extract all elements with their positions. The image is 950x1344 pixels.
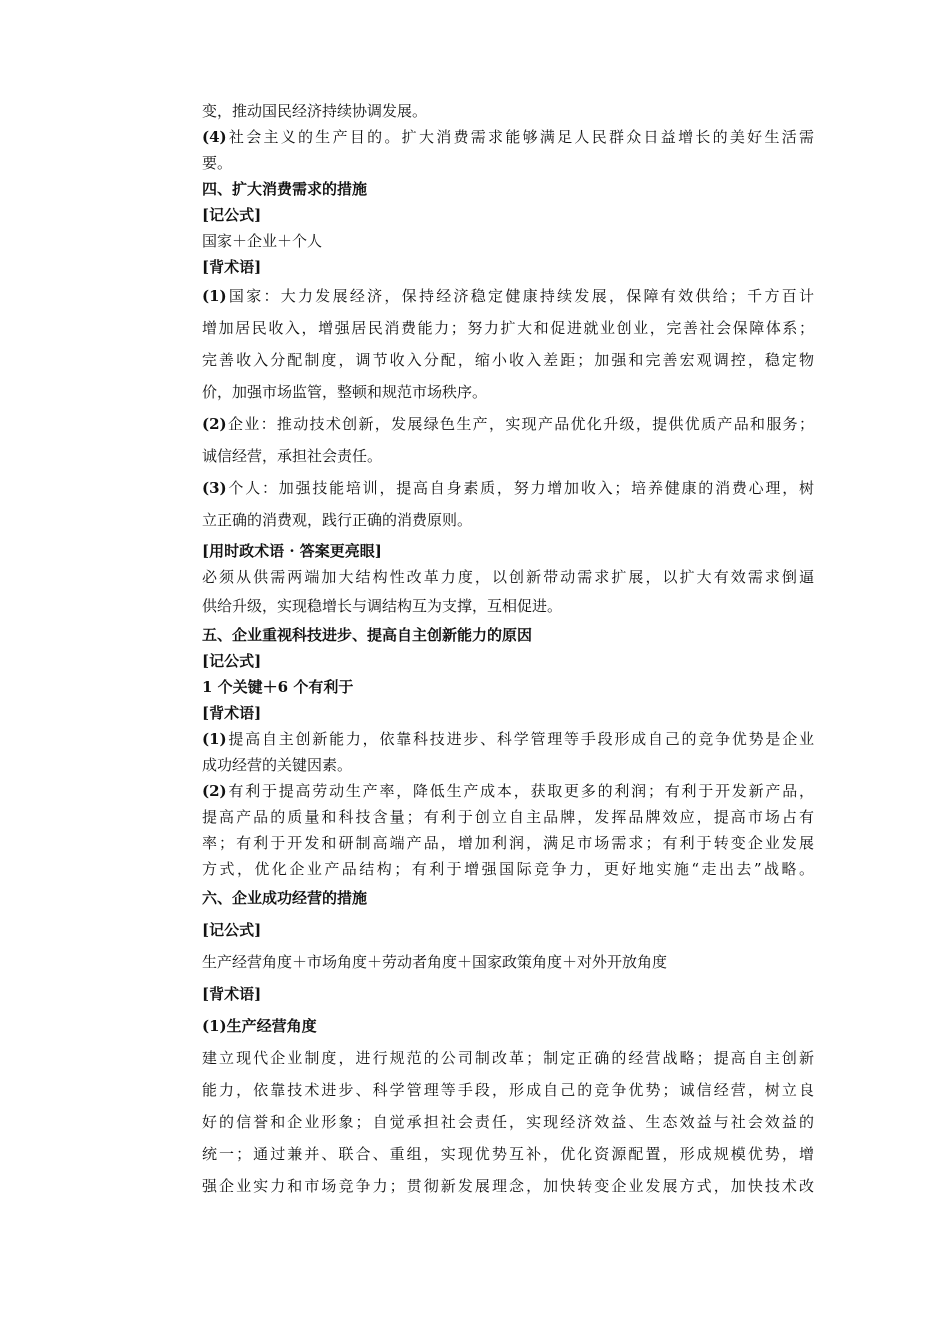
text-line: 立正确的消费观，践行正确的消费原则。 [202, 511, 473, 529]
section-heading: 四、扩大消费需求的措施 [202, 180, 368, 198]
list-text: 企业：推动技术创新，发展绿色生产，实现产品优化升级，提供优质产品和服务； [226, 415, 814, 433]
text-line: 变，推动国民经济持续协调发展。 [202, 102, 428, 120]
list-text: 国家：大力发展经济，保持经济稳定健康持续发展，保障有效供给；千方百计 [226, 287, 814, 305]
text-line [202, 408, 814, 440]
text-fragment-display: 社会主义的生产目的。扩大消费需求能够满足人民群众日益增长的美好生活需 [226, 128, 814, 146]
text-line: 完善收入分配制度，调节收入分配，缩小收入差距；加强和完善宏观调控，稳定物 [202, 351, 814, 369]
list-number: (2) [202, 782, 227, 800]
text-line: 率；有利于开发和研制高端产品，增加利润，满足市场需求；有利于转变企业发展 [202, 834, 814, 852]
formula-text: 1 个关键＋6 个有利于 [202, 678, 354, 696]
text-line: 价，加强市场监管，整顿和规范市场秩序。 [202, 383, 488, 401]
text-line: 必须从供需两端加大结构性改革力度，以创新带动需求扩展，以扩大有效需求倒逼 [202, 568, 814, 586]
section-heading: 六、企业成功经营的措施 [202, 889, 368, 907]
text-line: 好的信誉和企业形象；自觉承担社会责任，实现经济效益、生态效益与社会效益的 [202, 1113, 814, 1131]
text-line [202, 726, 814, 752]
section-heading: 五、企业重视科技进步、提高自主创新能力的原因 [202, 626, 533, 644]
text-line: 成功经营的关键因素。 [202, 756, 353, 774]
text-line: 要。 [202, 154, 233, 172]
text-line: 建立现代企业制度，进行规范的公司制改革；制定正确的经营战略；提高自主创新 [202, 1049, 814, 1067]
text-line [202, 280, 814, 312]
list-text: 提高自主创新能力，依靠科技进步、科学管理等手段形成自己的竞争优势是企业 [226, 730, 814, 748]
list-text: 个人：加强技能培训，提高自身素质，努力增加收入；培养健康的消费心理，树 [226, 479, 814, 497]
text-line: 诚信经营，承担社会责任。 [202, 447, 383, 465]
current-affairs-label: [用时政术语 · 答案更亮眼] [202, 542, 382, 560]
list-text: 有利于提高劳动生产率，降低生产成本，获取更多的利润；有利于开发新产品， [226, 782, 814, 800]
text-line [202, 472, 814, 504]
text-line: 方式，优化企业产品结构；有利于增强国际竞争力，更好地实施“走出去”战略。 [202, 860, 814, 878]
terminology-label: [背术语] [202, 704, 262, 722]
formula-text: 生产经营角度＋市场角度＋劳动者角度＋国家政策角度＋对外开放角度 [202, 953, 668, 971]
list-number: (1) [202, 730, 227, 748]
formula-label: [记公式] [202, 921, 262, 939]
subsection-heading: (1)生产经营角度 [202, 1017, 317, 1035]
document-page [202, 98, 814, 1202]
text-line [202, 778, 814, 804]
text-line: 提高产品的质量和科技含量；有利于创立自主品牌，发挥品牌效应，提高市场占有 [202, 808, 814, 826]
terminology-label: [背术语] [202, 258, 262, 276]
list-number: (2) [202, 415, 227, 433]
text-line: (4)社会主义的生产目的。扩大消费需求能够满足人民群众日益增长的美好生活需 [202, 128, 814, 146]
text-line: 能力，依靠技术进步、科学管理等手段，形成自己的竞争优势；诚信经营，树立良 [202, 1081, 814, 1099]
terminology-label: [背术语] [202, 985, 262, 1003]
list-number: (3) [202, 479, 227, 497]
list-number: (1) [202, 287, 227, 305]
formula-label: [记公式] [202, 652, 262, 670]
text-line: 统一；通过兼并、联合、重组，实现优势互补，优化资源配置，形成规模优势，增 [202, 1145, 814, 1163]
text-line: 供给升级，实现稳增长与调结构互为支撑，互相促进。 [202, 597, 563, 615]
formula-label: [记公式] [202, 206, 262, 224]
text-line: 增加居民收入，增强居民消费能力；努力扩大和促进就业创业，完善社会保障体系； [202, 319, 814, 337]
text-line: 强企业实力和市场竞争力；贯彻新发展理念，加快转变企业发展方式，加快技术改 [202, 1177, 814, 1195]
formula-text: 国家＋企业＋个人 [202, 232, 323, 250]
